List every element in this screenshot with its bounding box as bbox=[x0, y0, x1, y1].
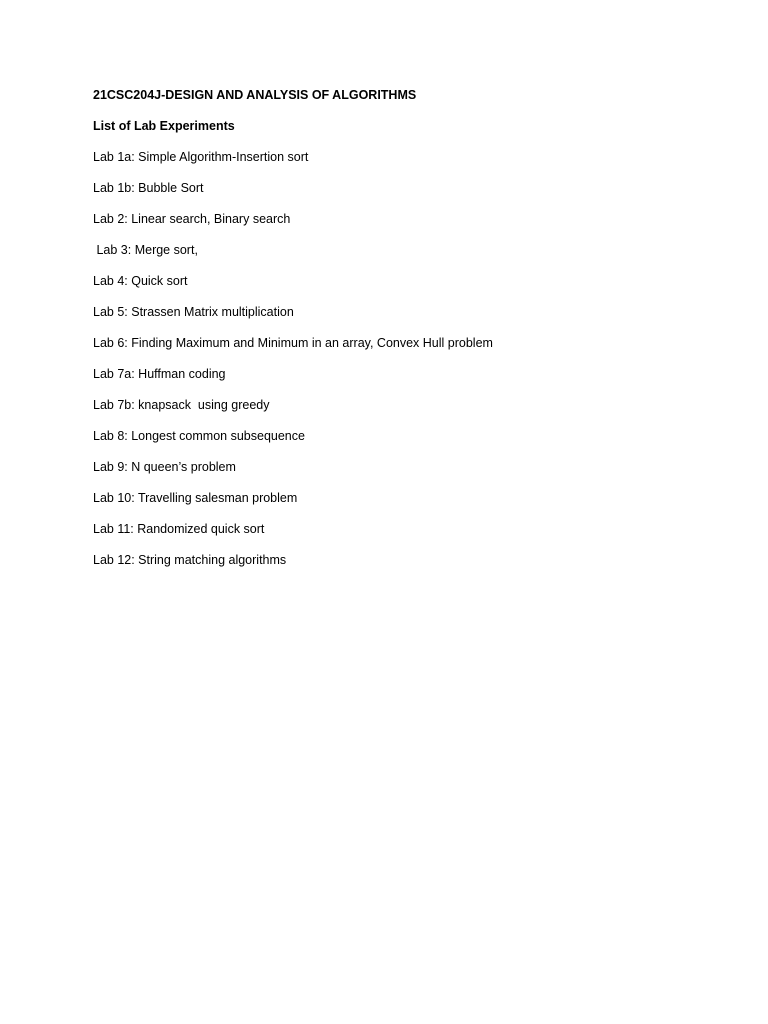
experiment-item-lab-12: Lab 12: String matching algorithms bbox=[93, 553, 287, 567]
experiment-item-lab-11: Lab 11: Randomized quick sort bbox=[93, 522, 265, 536]
experiment-item-lab-8: Lab 8: Longest common subsequence bbox=[93, 429, 305, 443]
experiment-item-lab-9: Lab 9: N queen’s problem bbox=[93, 460, 236, 474]
experiment-item-lab-5: Lab 5: Strassen Matrix multiplication bbox=[93, 305, 294, 319]
list-heading: List of Lab Experiments bbox=[93, 119, 235, 133]
document-body bbox=[93, 87, 713, 583]
experiment-item-lab-1a: Lab 1a: Simple Algorithm-Insertion sort bbox=[93, 150, 309, 164]
experiment-item-lab-1b: Lab 1b: Bubble Sort bbox=[93, 181, 204, 195]
experiment-item-lab-2: Lab 2: Linear search, Binary search bbox=[93, 212, 291, 226]
experiment-item-lab-4: Lab 4: Quick sort bbox=[93, 274, 188, 288]
experiment-item-lab-3: Lab 3: Merge sort, bbox=[93, 243, 198, 257]
experiment-item-lab-10: Lab 10: Travelling salesman problem bbox=[93, 491, 298, 505]
experiment-item-lab-6: Lab 6: Finding Maximum and Minimum in an array, Convex Hull problem bbox=[93, 336, 493, 350]
experiment-item-lab-7a: Lab 7a: Huffman coding bbox=[93, 367, 226, 381]
experiment-item-lab-7b: Lab 7b: knapsack using greedy bbox=[93, 398, 270, 412]
course-title: 21CSC204J-DESIGN AND ANALYSIS OF ALGORITHMS bbox=[93, 88, 417, 102]
